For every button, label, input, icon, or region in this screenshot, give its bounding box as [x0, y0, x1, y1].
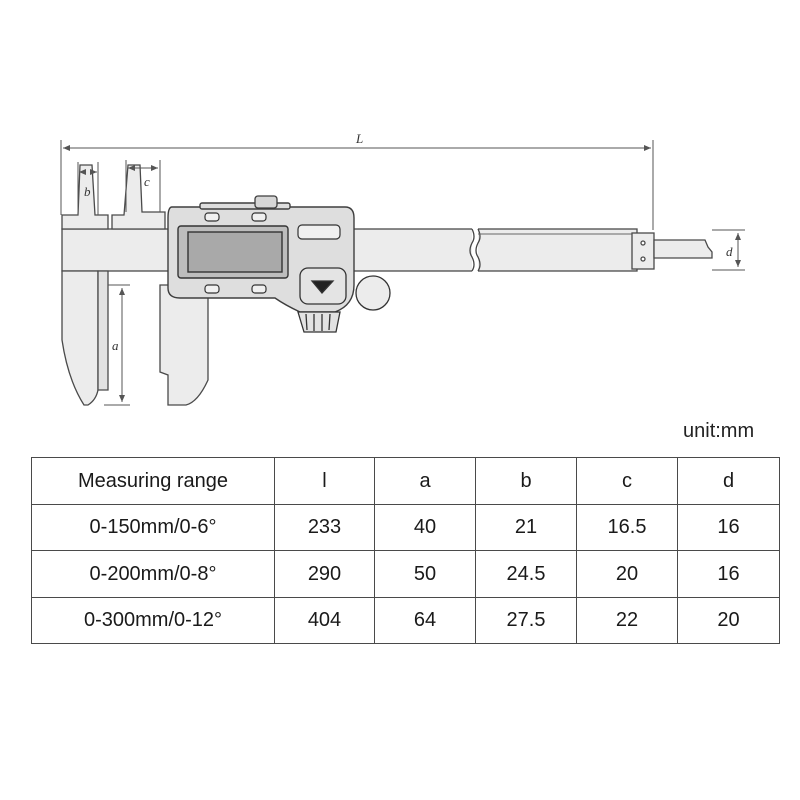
dimension-label-d: d	[726, 244, 733, 259]
table-cell: 0-300mm/0-12°	[32, 597, 275, 643]
table-cell: 22	[577, 597, 678, 643]
table-header-row	[32, 458, 780, 505]
table-cell: 0-200mm/0-8°	[32, 551, 275, 597]
fine-adjust-knob	[356, 276, 390, 310]
table-cell: 21	[476, 505, 577, 551]
header-measuring-range: Measuring range	[32, 458, 275, 505]
unit-label: unit:mm	[683, 420, 755, 442]
dimension-label-b: b	[84, 184, 91, 199]
lock-button	[300, 268, 346, 304]
table-cell: 20	[678, 597, 780, 643]
header-l: l	[275, 458, 375, 505]
table-cell: 40	[375, 505, 476, 551]
table-cell: 24.5	[476, 551, 577, 597]
table-cell: 27.5	[476, 597, 577, 643]
table-cell: 64	[375, 597, 476, 643]
table-row	[32, 551, 780, 597]
table-cell: 50	[375, 551, 476, 597]
table-cell: 20	[577, 551, 678, 597]
table-cell: 404	[275, 597, 375, 643]
table-cell: 0-150mm/0-6°	[32, 505, 275, 551]
thumb-screw	[255, 196, 277, 208]
header-b: b	[476, 458, 577, 505]
table-row	[32, 597, 780, 643]
table-cell: 290	[275, 551, 375, 597]
table-cell: 16	[678, 505, 780, 551]
table-row	[32, 505, 780, 551]
dimension-label-a: a	[112, 338, 119, 353]
specification-table	[31, 457, 780, 644]
table-cell: 16.5	[577, 505, 678, 551]
header-a: a	[375, 458, 476, 505]
depth-rod	[632, 233, 712, 269]
sliding-outside-jaw	[160, 285, 208, 405]
table-cell: 16	[678, 551, 780, 597]
sliding-inside-jaw	[112, 165, 165, 229]
dimension-label-c: c	[144, 174, 150, 189]
thumb-roller	[298, 312, 340, 332]
table-cell: 233	[275, 505, 375, 551]
header-d: d	[678, 458, 780, 505]
lcd-display	[178, 226, 288, 278]
fixed-outside-jaw	[62, 271, 108, 405]
header-c: c	[577, 458, 678, 505]
dimension-label-L: L	[356, 131, 364, 146]
